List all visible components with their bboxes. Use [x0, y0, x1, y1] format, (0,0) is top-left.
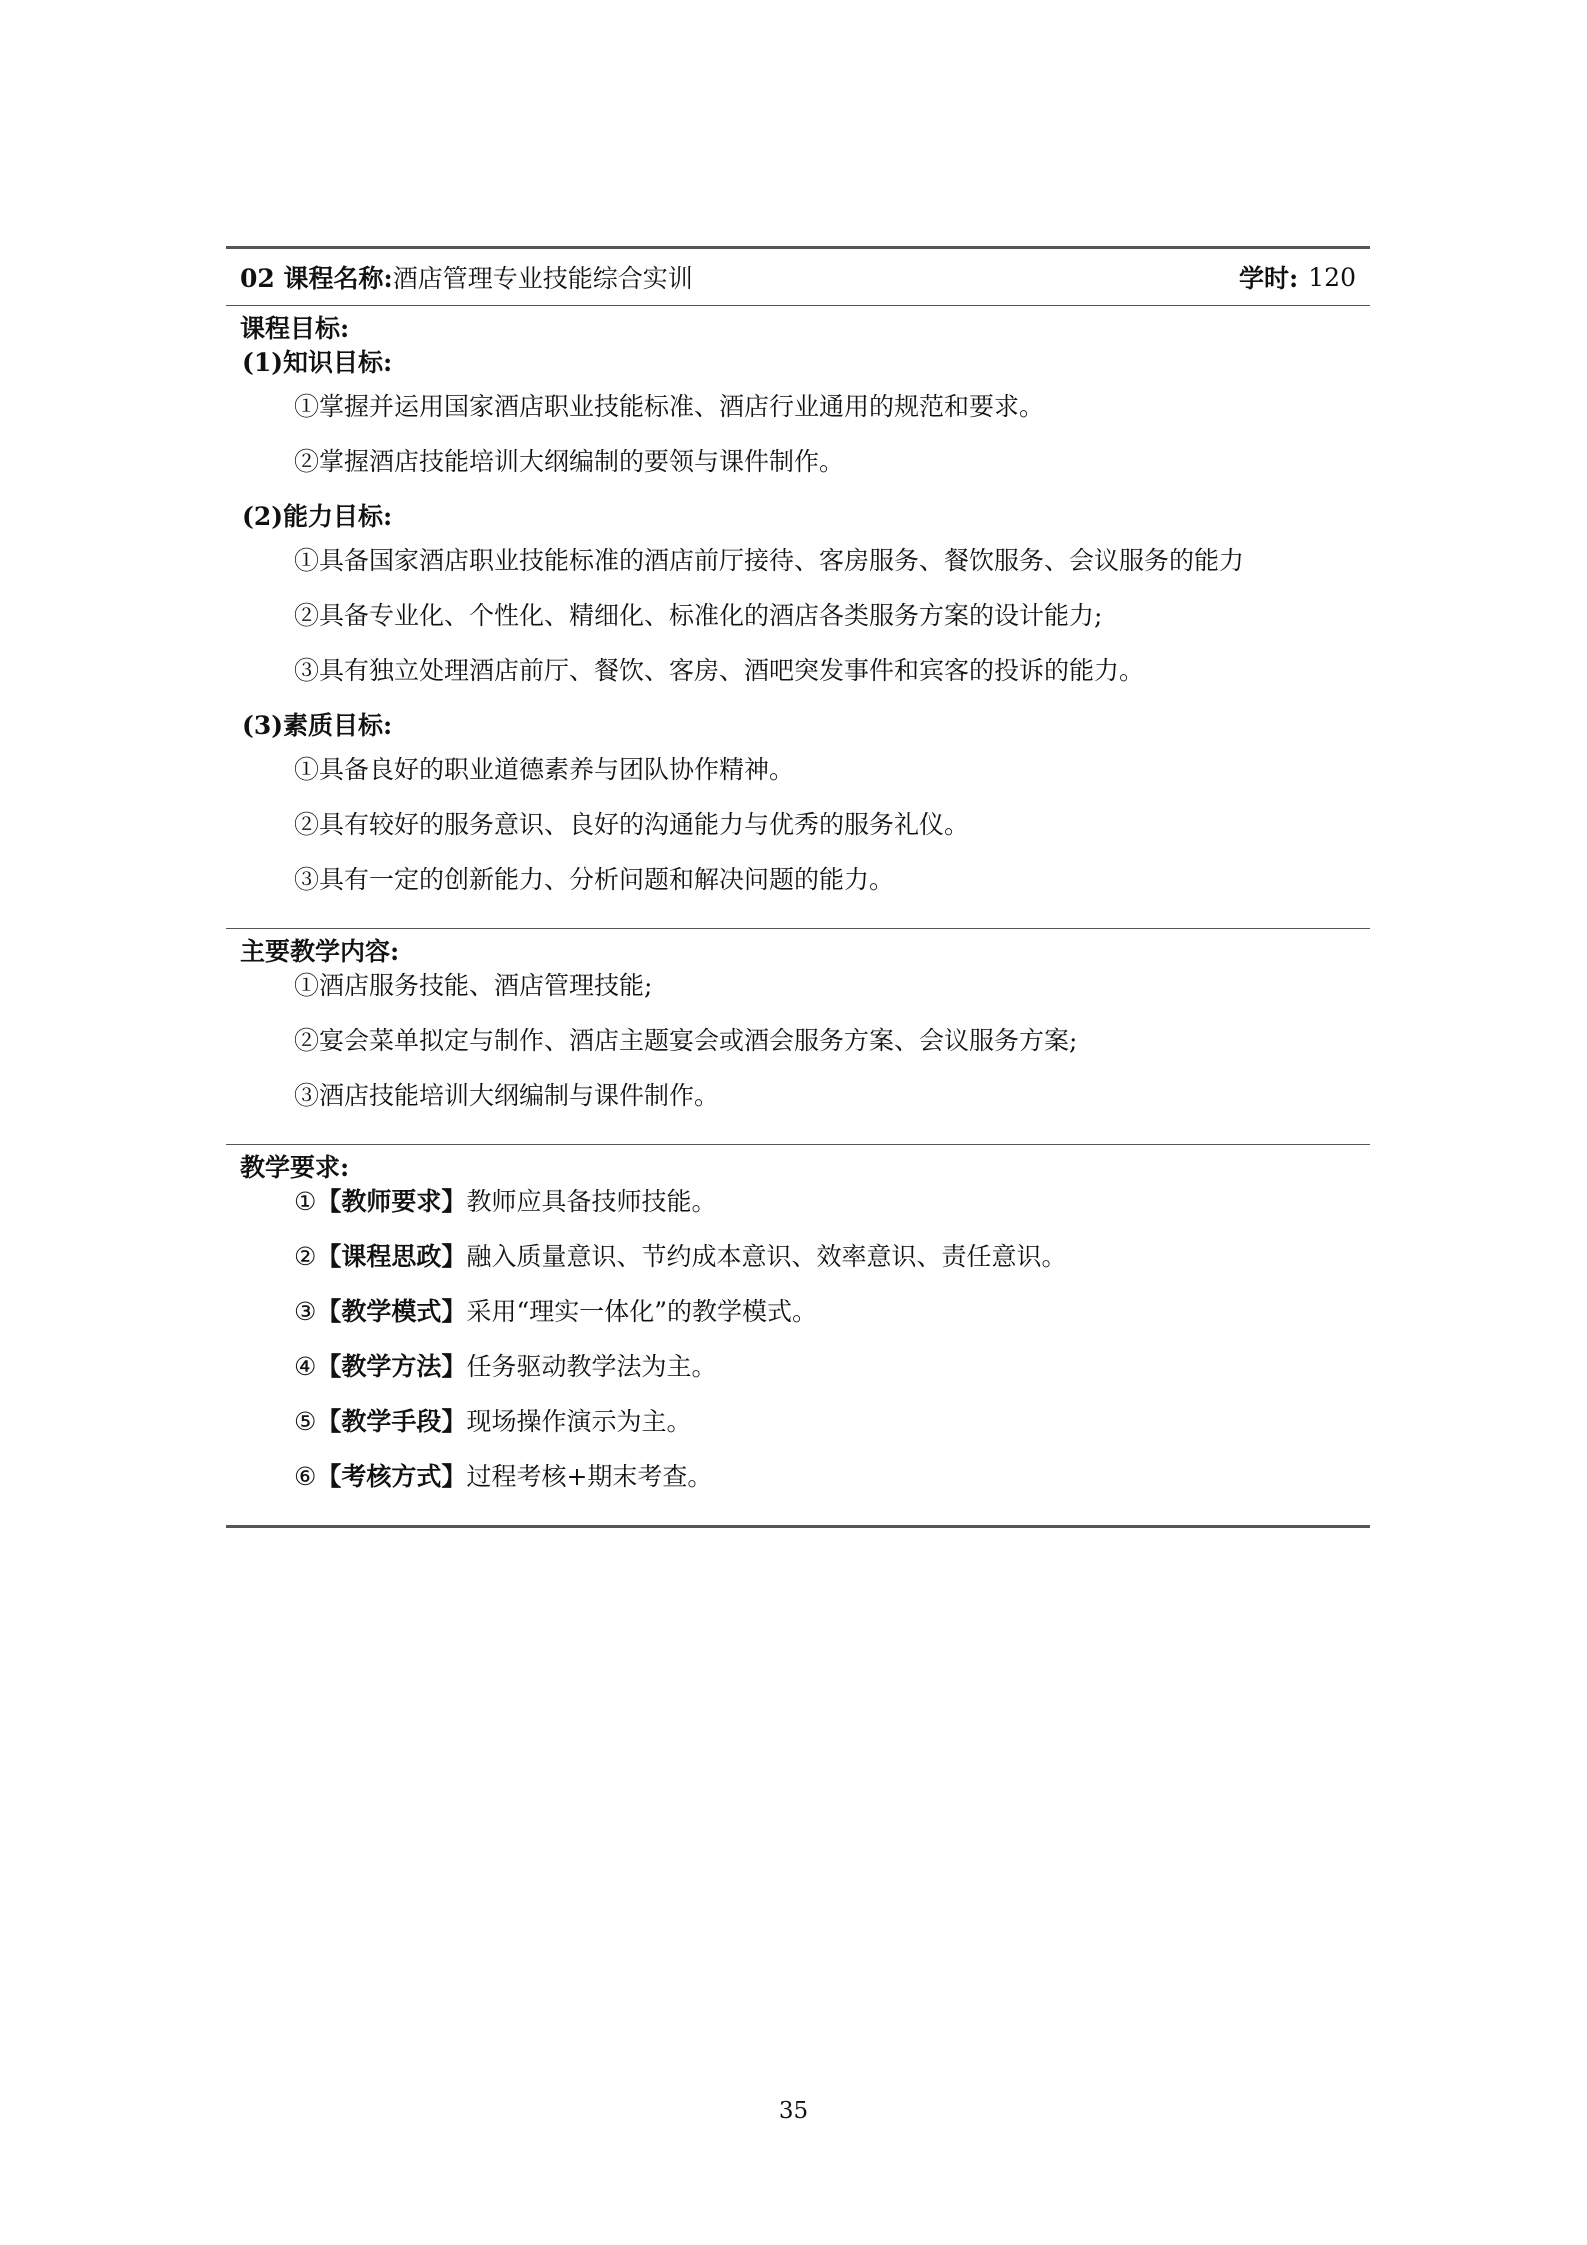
course-table: [226, 246, 1370, 1528]
requirement-text: 现场操作演示为主。: [466, 1407, 692, 1436]
requirement-item: [226, 1187, 1370, 1242]
ability-objectives-title: (2)能力目标:: [242, 502, 393, 531]
content-item: ③酒店技能培训大纲编制与课件制作。: [294, 1081, 720, 1110]
requirement-label: 【课程思政】: [316, 1242, 467, 1271]
content-item: ②宴会菜单拟定与制作、酒店主题宴会或酒会服务方案、会议服务方案;: [294, 1026, 1078, 1055]
ability-objective-item: ①具备国家酒店职业技能标准的酒店前厅接待、客房服务、餐饮服务、会议服务的能力: [294, 546, 1245, 575]
requirement-item: [226, 1242, 1370, 1297]
requirements-section: [226, 1145, 1370, 1525]
content-title: 主要教学内容:: [240, 937, 400, 966]
course-name-label: 02 课程名称:: [240, 264, 393, 293]
requirements-title: 教学要求:: [240, 1153, 350, 1182]
course-name-cell: [240, 259, 693, 295]
table-bottom-rule: [226, 1525, 1370, 1528]
quality-objective-item: ②具有较好的服务意识、良好的沟通能力与优秀的服务礼仪。: [294, 810, 970, 839]
course-hours-value: 120: [1308, 262, 1356, 292]
requirement-number: ⑤: [294, 1407, 317, 1436]
quality-objective-item: ③具有一定的创新能力、分析问题和解决问题的能力。: [294, 865, 895, 894]
requirement-number: ①: [294, 1187, 317, 1216]
objectives-title: 课程目标:: [240, 314, 350, 343]
ability-objective-item: ②具备专业化、个性化、精细化、标准化的酒店各类服务方案的设计能力;: [294, 601, 1103, 630]
course-hours-label: 学时:: [1239, 264, 1299, 293]
requirement-text: 教师应具备技师技能。: [466, 1187, 717, 1216]
requirement-text: 任务驱动教学法为主。: [466, 1352, 717, 1381]
requirement-number: ④: [294, 1352, 317, 1381]
ability-objective-item: ③具有独立处理酒店前厅、餐饮、客房、酒吧突发事件和宾客的投诉的能力。: [294, 656, 1145, 685]
objectives-section: [226, 306, 1370, 928]
requirement-item: [226, 1352, 1370, 1407]
requirement-label: 【教学手段】: [316, 1407, 467, 1436]
knowledge-objective-item: ②掌握酒店技能培训大纲编制的要领与课件制作。: [294, 447, 845, 476]
content-item: ①酒店服务技能、酒店管理技能;: [294, 971, 653, 1000]
requirement-label: 【教学模式】: [316, 1297, 467, 1326]
knowledge-objective-item: ①掌握并运用国家酒店职业技能标准、酒店行业通用的规范和要求。: [294, 392, 1045, 421]
requirement-item: [226, 1297, 1370, 1352]
requirement-label: 【考核方式】: [316, 1462, 467, 1491]
quality-objectives-title: (3)素质目标:: [242, 711, 393, 740]
requirement-number: ⑥: [294, 1462, 317, 1491]
requirement-label: 【教师要求】: [316, 1187, 467, 1216]
course-hours-cell: [1239, 259, 1356, 295]
requirement-label: 【教学方法】: [316, 1352, 467, 1381]
page-number: 35: [778, 2098, 809, 2124]
requirement-number: ②: [294, 1242, 317, 1271]
course-header-row: [226, 249, 1370, 305]
requirement-text: 采用“理实一体化”的教学模式。: [466, 1297, 818, 1326]
requirement-text: 融入质量意识、节约成本意识、效率意识、责任意识。: [466, 1242, 1067, 1271]
course-name-value: 酒店管理专业技能综合实训: [392, 264, 693, 293]
knowledge-objectives-title: (1)知识目标:: [242, 348, 393, 377]
requirement-text: 过程考核+期末考查。: [466, 1462, 713, 1491]
requirement-number: ③: [294, 1297, 317, 1326]
quality-objective-item: ①具备良好的职业道德素养与团队协作精神。: [294, 755, 795, 784]
content-section: [226, 929, 1370, 1144]
requirement-item: [226, 1407, 1370, 1462]
requirement-item: [226, 1462, 1370, 1517]
